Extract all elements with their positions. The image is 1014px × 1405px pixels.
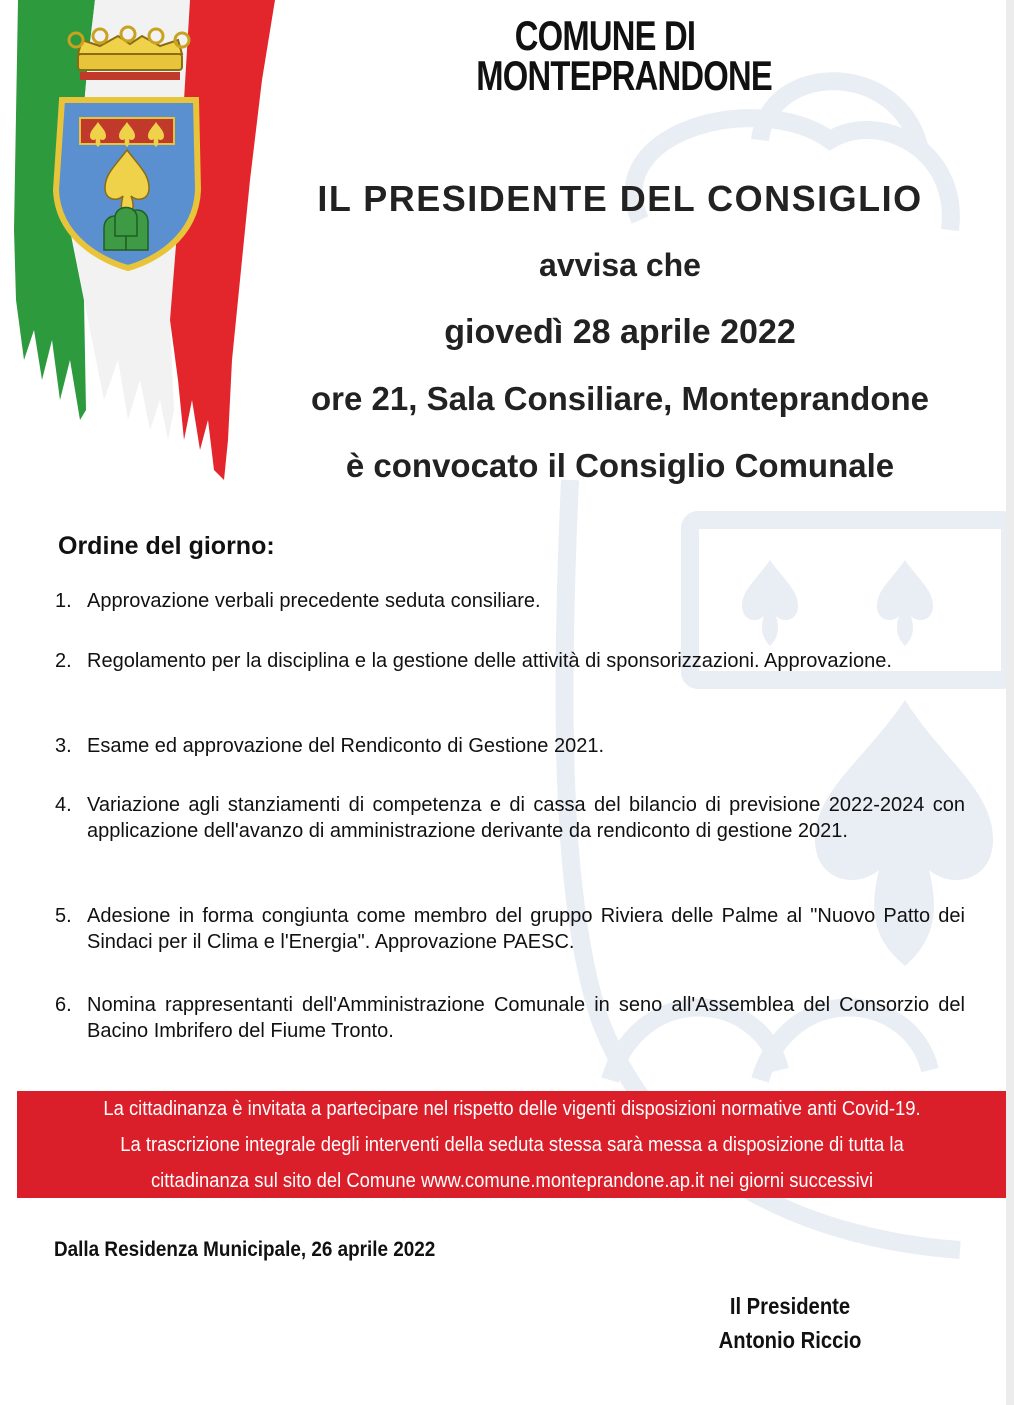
- agenda-item-text: Nomina rappresentanti dell'Amministrazione Comunale in seno all'Assemblea del Consorzio del Bacino Imbrifero del Fiume Tronto.: [87, 994, 965, 1042]
- agenda-item: [55, 903, 965, 955]
- signer-role: Il Presidente: [729, 1293, 851, 1319]
- agenda-item-text: Adesione in forma congiunta come membro del gruppo Riviera delle Palme al "Nuovo Patto dei Sindaci per il Clima e l'Energia". Approvazione PAESC.: [87, 905, 965, 953]
- notice-line-1: La cittadinanza è invitata a partecipare nel rispetto delle vigenti disposizioni normative anti Covid-19.: [103, 1098, 921, 1120]
- agenda-item-text: Regolamento per la disciplina e la gestione delle attività di sponsorizzazioni. Approvazione.: [87, 650, 892, 672]
- agenda-item-number: 4.: [55, 794, 72, 816]
- agenda-item: [55, 992, 965, 1044]
- agenda-item: [55, 792, 965, 844]
- meeting-time-place: ore 21, Sala Consiliare, Monteprandone: [311, 380, 929, 417]
- signer-name: Antonio Riccio: [718, 1327, 862, 1353]
- agenda-item-number: 5.: [55, 905, 72, 927]
- notice-line-3: cittadinanza sul sito del Comune www.comune.monteprandone.ap.it nei giorni successivi: [150, 1170, 874, 1192]
- agenda-item: [55, 588, 965, 614]
- notice-line-2: La trascrizione integrale degli interventi della seduta stessa sarà messa a disposizione di tutta la: [120, 1134, 904, 1156]
- agenda-item-number: 1.: [55, 590, 72, 612]
- agenda-item-number: 3.: [55, 735, 72, 757]
- page-edge: [1006, 0, 1014, 1405]
- announcement-notifies: avvisa che: [539, 247, 701, 283]
- meeting-convened: è convocato il Consiglio Comunale: [345, 447, 895, 484]
- municipality-line-2: MONTEPRANDONE: [476, 52, 772, 99]
- agenda-item: [55, 733, 965, 759]
- meeting-date: giovedì 28 aprile 2022: [444, 313, 796, 351]
- agenda-item-text: Approvazione verbali precedente seduta consiliare.: [87, 590, 541, 612]
- agenda-item-number: 6.: [55, 994, 72, 1016]
- municipality-name: [476, 12, 772, 99]
- agenda-item-text: Esame ed approvazione del Rendiconto di Gestione 2021.: [87, 735, 605, 757]
- announcement-title: IL PRESIDENTE DEL CONSIGLIO: [317, 178, 923, 219]
- covid-notice-banner: [17, 1091, 1007, 1198]
- agenda-item-text: Variazione agli stanziamenti di competenza e di cassa del bilancio di previsione 2022-2024 con applicazione dell'avanzo di amministrazione derivante da rendiconto di gestione 2021.: [87, 794, 965, 842]
- agenda-item-number: 2.: [55, 650, 72, 672]
- issue-place-date: Dalla Residenza Municipale, 26 aprile 2022: [54, 1238, 436, 1261]
- municipality-line-1: COMUNE DI: [514, 12, 696, 59]
- agenda-title: Ordine del giorno:: [58, 532, 275, 560]
- agenda-item: [55, 648, 965, 674]
